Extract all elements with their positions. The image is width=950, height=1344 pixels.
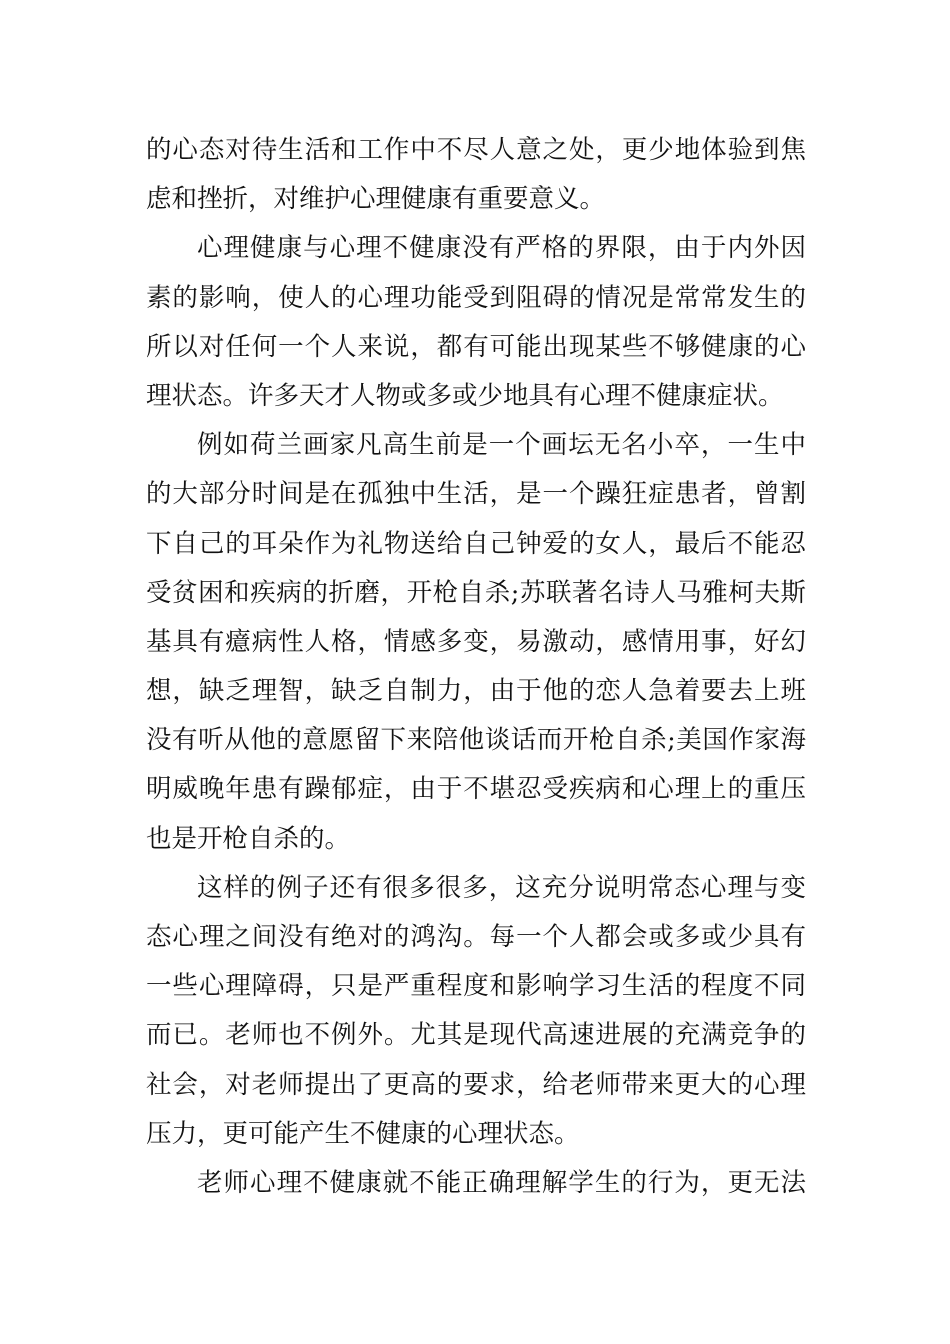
paragraph — [146, 1159, 806, 1208]
paragraph — [146, 224, 806, 421]
text-line: 素的影响，使人的心理功能受到阻碍的情况是常常发生的 — [146, 282, 806, 313]
text-line: 一些心理障碍，只是严重程度和影响学习生活的程度不同 — [146, 971, 806, 1002]
paragraph — [146, 126, 806, 224]
text-line: 明威晚年患有躁郁症，由于不堪忍受疾病和心理上的重压 — [146, 774, 806, 805]
text-line: 社会，对老师提出了更高的要求，给老师带来更大的心理 — [146, 1069, 806, 1100]
text-line: 想，缺乏理智，缺乏自制力，由于他的恋人急着要去上班 — [146, 676, 806, 707]
text-line: 基具有癔病性人格，情感多变，易激动，感情用事，好幻 — [146, 626, 806, 657]
text-line: 压力，更可能产生不健康的心理状态。 — [146, 1118, 580, 1149]
text-line: 的大部分时间是在孤独中生活，是一个躁狂症患者，曾割 — [146, 479, 806, 510]
text-line: 虑和挫折，对维护心理健康有重要意义。 — [146, 184, 606, 215]
text-line: 理状态。许多天才人物或多或少地具有心理不健康症状。 — [146, 380, 784, 411]
text-line: 的心态对待生活和工作中不尽人意之处，更少地体验到焦 — [146, 135, 806, 165]
text-line: 没有听从他的意愿留下来陪他谈话而开枪自杀;美国作家海 — [146, 725, 806, 756]
text-line: 例如荷兰画家凡高生前是一个画坛无名小卒，一生中 — [197, 430, 806, 461]
text-line: 所以对任何一个人来说，都有可能出现某些不够健康的心 — [146, 331, 806, 362]
text-line: 心理健康与心理不健康没有严格的界限，由于内外因 — [197, 233, 806, 264]
text-line: 态心理之间没有绝对的鸿沟。每一个人都会或多或少具有 — [146, 922, 806, 952]
text-line: 也是开枪自杀的。 — [146, 823, 351, 854]
paragraph — [146, 864, 806, 1159]
text-line: 老师心理不健康就不能正确理解学生的行为，更无法 — [197, 1167, 806, 1198]
paragraph — [146, 421, 806, 864]
text-line: 而已。老师也不例外。尤其是现代高速进展的充满竞争的 — [146, 1020, 806, 1051]
text-line: 这样的例子还有很多很多，这充分说明常态心理与变 — [197, 872, 806, 903]
document-body — [146, 126, 806, 1208]
text-line: 下自己的耳朵作为礼物送给自己钟爱的女人，最后不能忍 — [146, 528, 806, 559]
text-line: 受贫困和疾病的折磨，开枪自杀;苏联著名诗人马雅柯夫斯 — [146, 577, 806, 608]
